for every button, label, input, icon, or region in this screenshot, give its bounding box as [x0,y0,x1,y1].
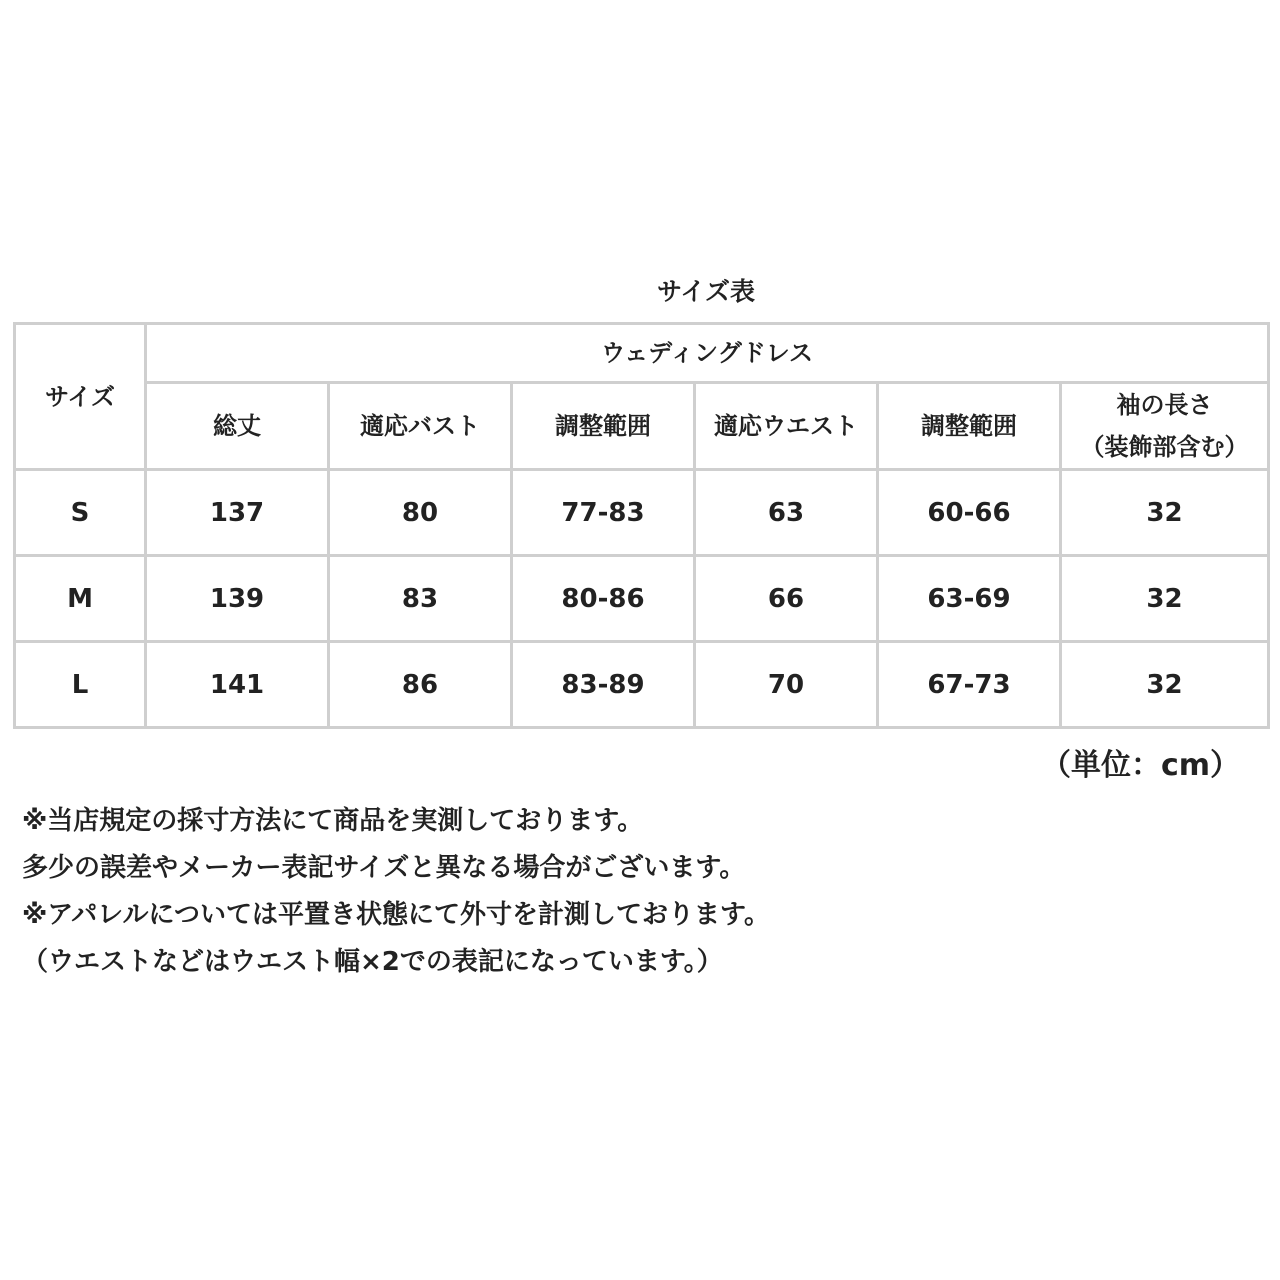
column-header-bust: 適応バスト [329,383,512,470]
size-cell: L [15,642,146,728]
table-header-row [15,383,1269,470]
table-cell: 86 [329,642,512,728]
unit-label: （単位：cm） [1040,748,1240,783]
table-cell: 60-66 [878,470,1061,556]
table-cell: 83 [329,556,512,642]
size-column-header: サイズ [15,324,146,470]
note-line: ※アパレルについては平置き状態にて外寸を計測しております。 [22,900,770,930]
table-cell: 139 [146,556,329,642]
sleeve-header-line2: （装飾部含む） [1080,433,1249,461]
table-cell: 77-83 [512,470,695,556]
column-header-sleeve [1061,383,1269,470]
table-cell: 32 [1061,642,1269,728]
table-cell: 80 [329,470,512,556]
table-row [15,470,1269,556]
column-header-total-length: 総丈 [146,383,329,470]
table-cell: 32 [1061,556,1269,642]
table-header-row-group [15,324,1269,383]
size-table [13,322,1270,729]
sleeve-header-line1: 袖の長さ [1116,391,1213,419]
page-title: サイズ表 [656,277,755,306]
size-cell: M [15,556,146,642]
table-cell: 63 [695,470,878,556]
table-cell: 83-89 [512,642,695,728]
column-header-waist-range: 調整範囲 [878,383,1061,470]
column-header-waist: 適応ウエスト [695,383,878,470]
table-cell: 66 [695,556,878,642]
note-line: （ウエストなどはウエスト幅×2での表記になっています。） [22,947,723,977]
group-header-wedding-dress: ウェディングドレス [146,324,1269,383]
table-cell: 70 [695,642,878,728]
table-cell: 80-86 [512,556,695,642]
table-cell: 67-73 [878,642,1061,728]
table-cell: 137 [146,470,329,556]
table-row [15,642,1269,728]
table-cell: 141 [146,642,329,728]
table-cell: 63-69 [878,556,1061,642]
column-header-bust-range: 調整範囲 [512,383,695,470]
note-line: ※当店規定の採寸方法にて商品を実測しております。 [22,806,644,836]
size-cell: S [15,470,146,556]
notes [22,798,1252,986]
table-row [15,556,1269,642]
note-line: 多少の誤差やメーカー表記サイズと異なる場合がございます。 [22,853,746,883]
table-cell: 32 [1061,470,1269,556]
